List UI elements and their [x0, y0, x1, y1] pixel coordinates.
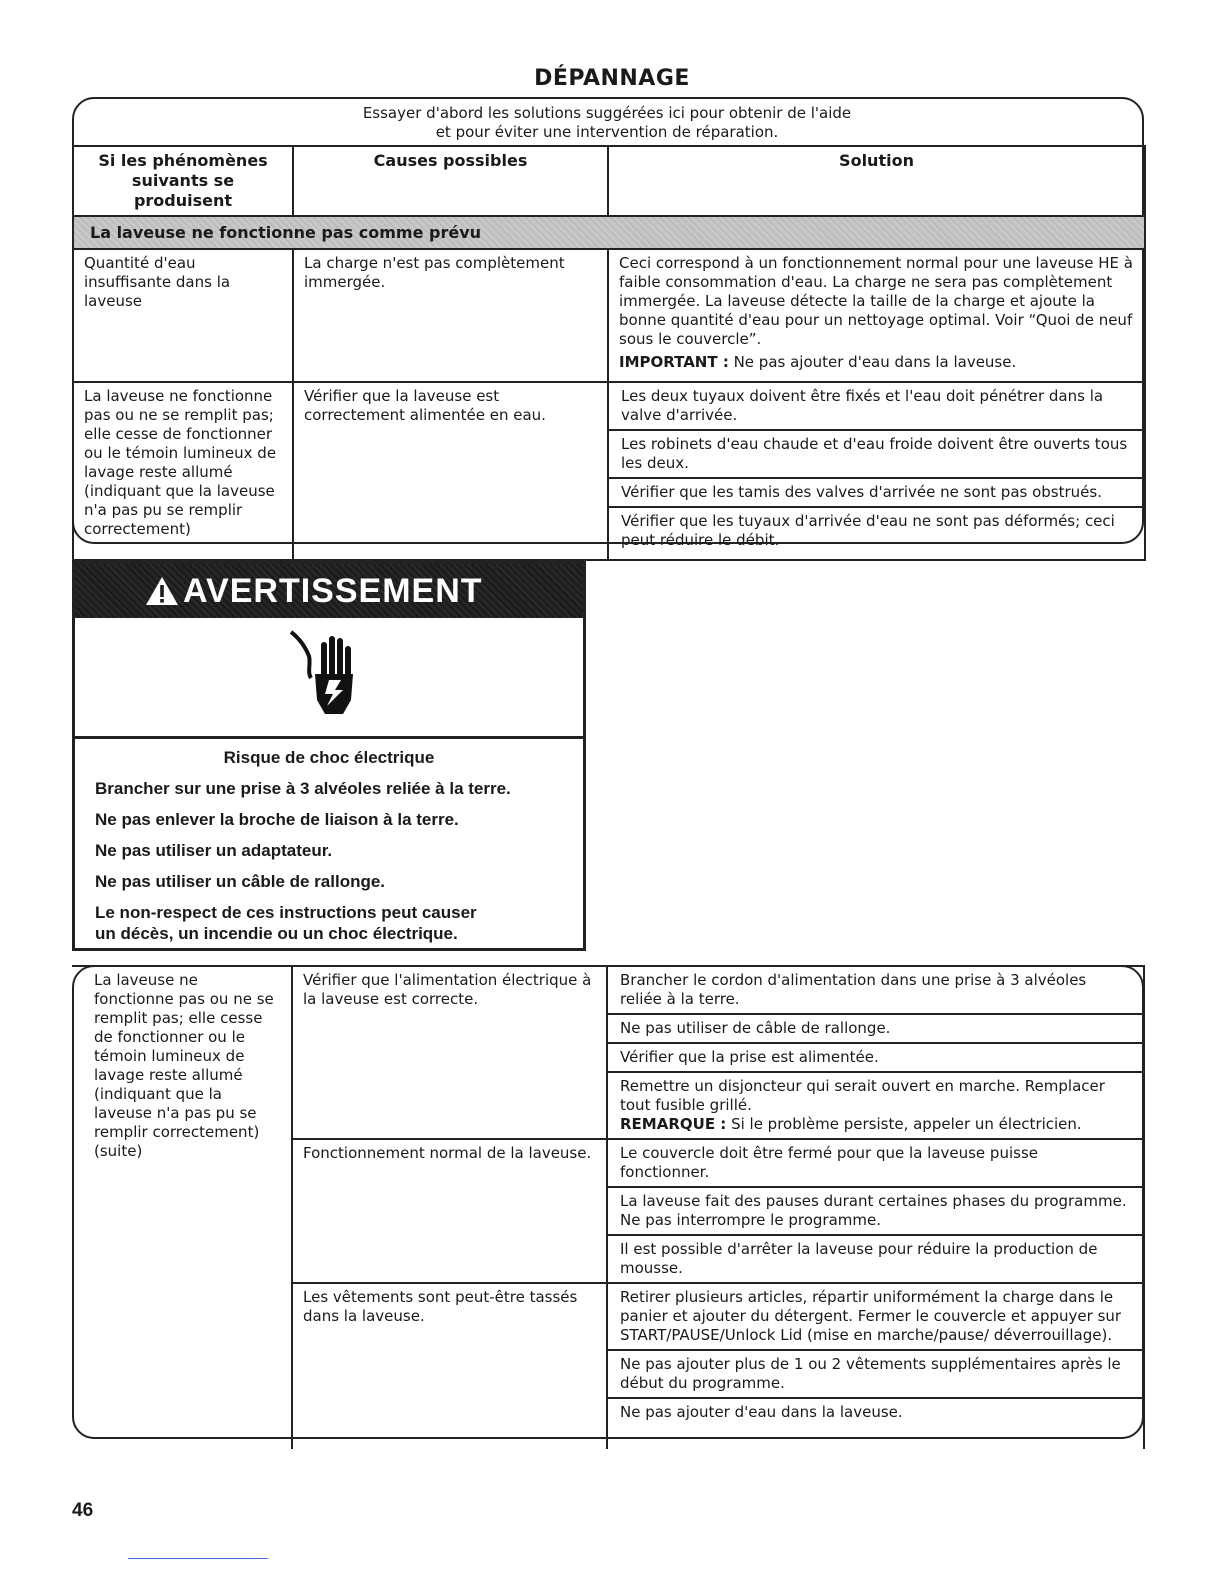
warning-header — [75, 564, 583, 618]
cause-cell: La charge n'est pas complètement immergée. — [293, 249, 608, 382]
solution-item: Vérifier que les tuyaux d'arrivée d'eau ne sont pas déformés; ceci peut réduire le débit. — [621, 512, 1115, 549]
decorative-underline — [128, 1558, 268, 1559]
troubleshooting-table-2 — [72, 965, 1145, 1449]
solution-cell — [608, 249, 1145, 382]
cause-cell: Vérifier que la laveuse est correctement alimentée en eau. — [293, 382, 608, 560]
intro-line-1: Essayer d'abord les solutions suggérées ici pour obtenir de l'aide — [362, 104, 852, 122]
cause-cell: Les vêtements sont peut-être tassés dans la laveuse. — [292, 1283, 607, 1449]
electric-shock-hand-icon — [285, 628, 365, 718]
important-label: IMPORTANT : — [619, 353, 729, 371]
solution-item: Vérifier que la prise est alimentée. — [608, 1044, 1143, 1073]
solution-item: Ne pas ajouter d'eau dans la laveuse. — [620, 1403, 903, 1421]
solution-cell — [607, 1139, 1144, 1283]
solution-item: Ne pas utiliser de câble de rallonge. — [608, 1015, 1143, 1044]
symptom-cell: La laveuse ne fonctionne pas ou ne se remplit pas; elle cesse de fonctionner ou le témoin lumineux de lavage reste allumé (indiquant que la laveuse n'a pas pu se remplir correctement) — [73, 382, 293, 560]
intro-line-2: et pour éviter une intervention de réparation. — [435, 123, 779, 141]
solution-item: Ne pas ajouter plus de 1 ou 2 vêtements supplémentaires après le début du programme. — [608, 1351, 1143, 1399]
warning-line: Ne pas utiliser un adaptateur. — [95, 841, 333, 860]
header-symptom — [73, 146, 293, 216]
remark-label: REMARQUE : — [620, 1115, 727, 1133]
solution-item: Brancher le cordon d'alimentation dans une prise à 3 alvéoles reliée à la terre. — [608, 967, 1143, 1015]
remark-note — [620, 1115, 1131, 1134]
solution-item: Les robinets d'eau chaude et d'eau froide doivent être ouverts tous les deux. — [609, 431, 1144, 479]
warning-final — [95, 902, 563, 944]
warning-triangle-icon — [145, 576, 179, 606]
page-title: DÉPANNAGE — [534, 66, 690, 91]
warning-line: Ne pas enlever la broche de liaison à la terre. — [95, 810, 459, 829]
symptom-cell: La laveuse ne fonctionne pas ou ne se remplit pas; elle cesse de fonctionner ou le témoin lumineux de lavage reste allumé (indiquant que la laveuse n'a pas pu se remplir correctement) (suite) — [72, 966, 292, 1449]
warning-box — [72, 561, 586, 951]
cause-cell: Vérifier que l'alimentation électrique à la laveuse est correcte. — [292, 966, 607, 1139]
solution-cell — [607, 1283, 1144, 1449]
warning-heading: AVERTISSEMENT — [183, 572, 483, 610]
symptom-cell: Quantité d'eau insuffisante dans la laveuse — [73, 249, 293, 382]
header-symptom-line2: suivants se produisent — [131, 171, 235, 210]
section-band: La laveuse ne fonctionne pas comme prévu — [73, 216, 1145, 249]
warning-line: Ne pas utiliser un câble de rallonge. — [95, 872, 386, 891]
solution-item: Vérifier que les tamis des valves d'arrivée ne sont pas obstrués. — [609, 479, 1144, 508]
solution-item: La laveuse fait des pauses durant certaines phases du programme. Ne pas interrompre le programme. — [608, 1188, 1143, 1236]
warning-final-line1: Le non-respect de ces instructions peut causer — [95, 903, 477, 922]
solution-item: Retirer plusieurs articles, répartir uniformément la charge dans le panier et ajouter du détergent. Fermer le couvercle et appuyer sur START/PAUSE/Unlock Lid (mise en marche/pause/ déverrouillage). — [608, 1284, 1143, 1351]
remark-text: Si le problème persiste, appeler un électricien. — [726, 1115, 1082, 1133]
solution-cell — [608, 382, 1145, 560]
header-solution: Solution — [608, 146, 1145, 216]
important-text: Ne pas ajouter d'eau dans la laveuse. — [728, 353, 1017, 371]
warning-icon-area — [75, 618, 583, 739]
warning-line: Brancher sur une prise à 3 alvéoles reliée à la terre. — [95, 779, 511, 798]
solution-text: Ceci correspond à un fonctionnement normal pour une laveuse HE à faible consommation d'eau. La charge ne sera pas complètement immergée. La laveuse détecte la taille de la charge et ajoute la bonne quantité d'eau pour un nettoyage optimal. Voir “Quoi de neuf sous le couvercle”. — [619, 254, 1133, 348]
cause-cell: Fonctionnement normal de la laveuse. — [292, 1139, 607, 1283]
important-note — [619, 353, 1134, 372]
solution-item: Le couvercle doit être fermé pour que la laveuse puisse fonctionner. — [608, 1140, 1143, 1188]
warning-subtitle: Risque de choc électrique — [223, 748, 435, 767]
troubleshooting-table-1 — [72, 145, 1146, 561]
solution-item: Les deux tuyaux doivent être fixés et l'eau doit pénétrer dans la valve d'arrivée. — [609, 383, 1144, 431]
page-number: 46 — [72, 1500, 94, 1521]
warning-final-line2: un décès, un incendie ou un choc électrique. — [95, 924, 458, 943]
header-causes: Causes possibles — [293, 146, 608, 216]
solution-text: Remettre un disjoncteur qui serait ouvert en marche. Remplacer tout fusible grillé. — [620, 1077, 1105, 1114]
solution-item: Il est possible d'arrêter la laveuse pour réduire la production de mousse. — [620, 1240, 1098, 1277]
intro-text — [72, 104, 1142, 142]
solution-item — [608, 1073, 1143, 1138]
warning-text — [75, 739, 583, 952]
solution-cell — [607, 966, 1144, 1139]
header-symptom-line1: Si les phénomènes — [98, 151, 268, 170]
